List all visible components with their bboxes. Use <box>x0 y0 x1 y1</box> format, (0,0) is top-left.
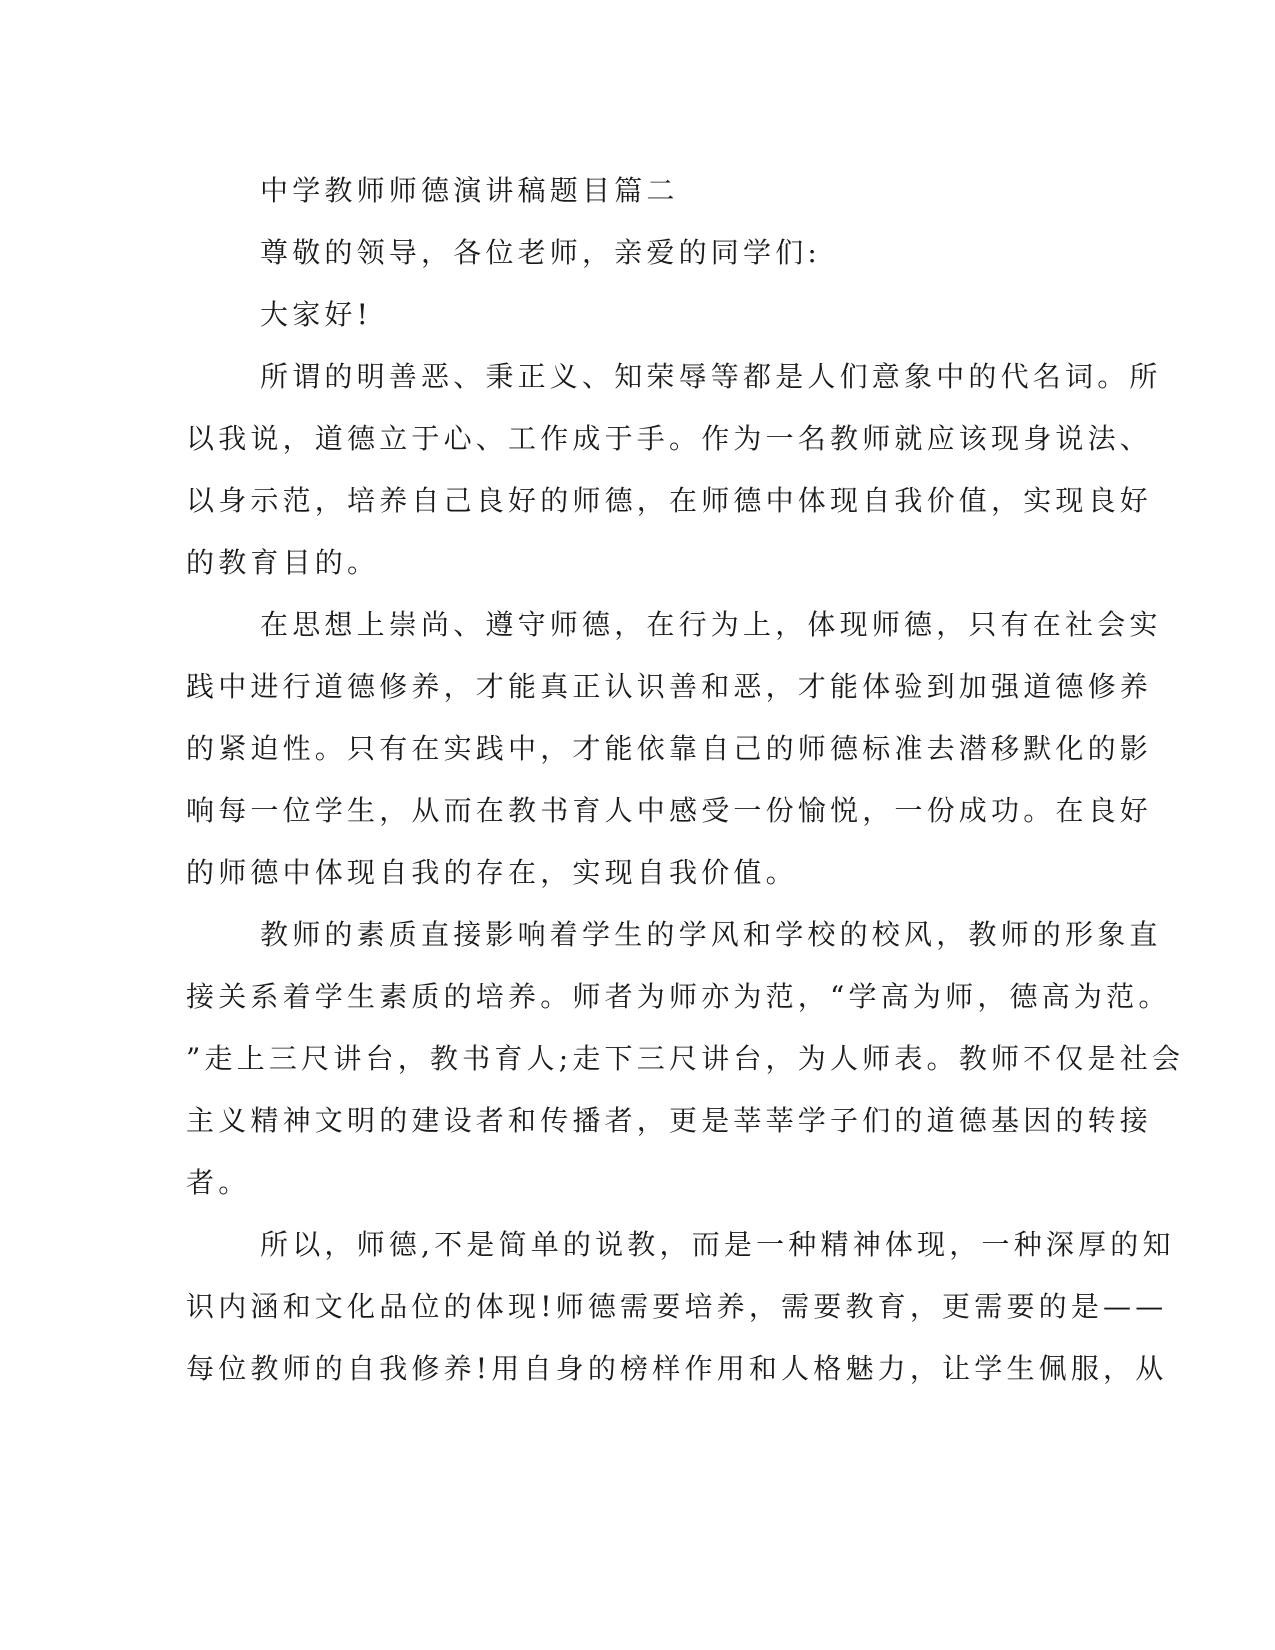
paragraph-3-line-5: 者。 <box>186 1166 251 1199</box>
paragraph-4-line-2: 识内涵和文化品位的体现!师德需要培养，需要教育，更需要的是—— <box>186 1290 1168 1323</box>
paragraph-3-line-2: 接关系着学生素质的培养。师者为师亦为范，“学高为师，德高为范。 <box>186 980 1171 1013</box>
paragraph-1-line-1: 所谓的明善恶、秉正义、知荣辱等都是人们意象中的代名词。所 <box>260 360 1162 393</box>
salutation: 尊敬的领导，各位老师，亲爱的同学们: <box>260 236 822 269</box>
paragraph-3-line-1: 教师的素质直接影响着学生的学风和学校的校风，教师的形象直 <box>260 918 1162 951</box>
paragraph-1-line-2: 以我说，道德立于心、工作成于手。作为一名教师就应该现身说法、 <box>186 422 1153 455</box>
document-title: 中学教师师德演讲稿题目篇二 <box>260 174 679 207</box>
document-body <box>186 160 1185 1400</box>
paragraph-4-line-1: 所以，师德,不是简单的说教，而是一种精神体现，一种深厚的知 <box>260 1228 1175 1261</box>
paragraph-2-line-4: 响每一位学生，从而在教书育人中感受一份愉悦，一份成功。在良好 <box>186 794 1153 827</box>
paragraph-1-line-3: 以身示范，培养自己良好的师德，在师德中体现自我价值，实现良好 <box>186 484 1153 517</box>
paragraph-3-line-3: ”走上三尺讲台，教书育人;走下三尺讲台，为人师表。教师不仅是社会 <box>186 1042 1185 1075</box>
paragraph-2-line-2: 践中进行道德修养，才能真正认识善和恶，才能体验到加强道德修养 <box>186 670 1153 703</box>
paragraph-2-line-3: 的紧迫性。只有在实践中，才能依靠自己的师德标准去潜移默化的影 <box>186 732 1153 765</box>
paragraph-4-line-3: 每位教师的自我修养!用自身的榜样作用和人格魅力，让学生佩服，从 <box>186 1352 1168 1385</box>
paragraph-2-line-1: 在思想上崇尚、遵守师德，在行为上，体现师德，只有在社会实 <box>260 608 1162 641</box>
greeting: 大家好! <box>260 298 373 331</box>
paragraph-1-line-4: 的教育目的。 <box>186 546 380 579</box>
paragraph-3-line-4: 主义精神文明的建设者和传播者，更是莘莘学子们的道德基因的转接 <box>186 1104 1153 1137</box>
paragraph-2-line-5: 的师德中体现自我的存在，实现自我价值。 <box>186 856 798 889</box>
